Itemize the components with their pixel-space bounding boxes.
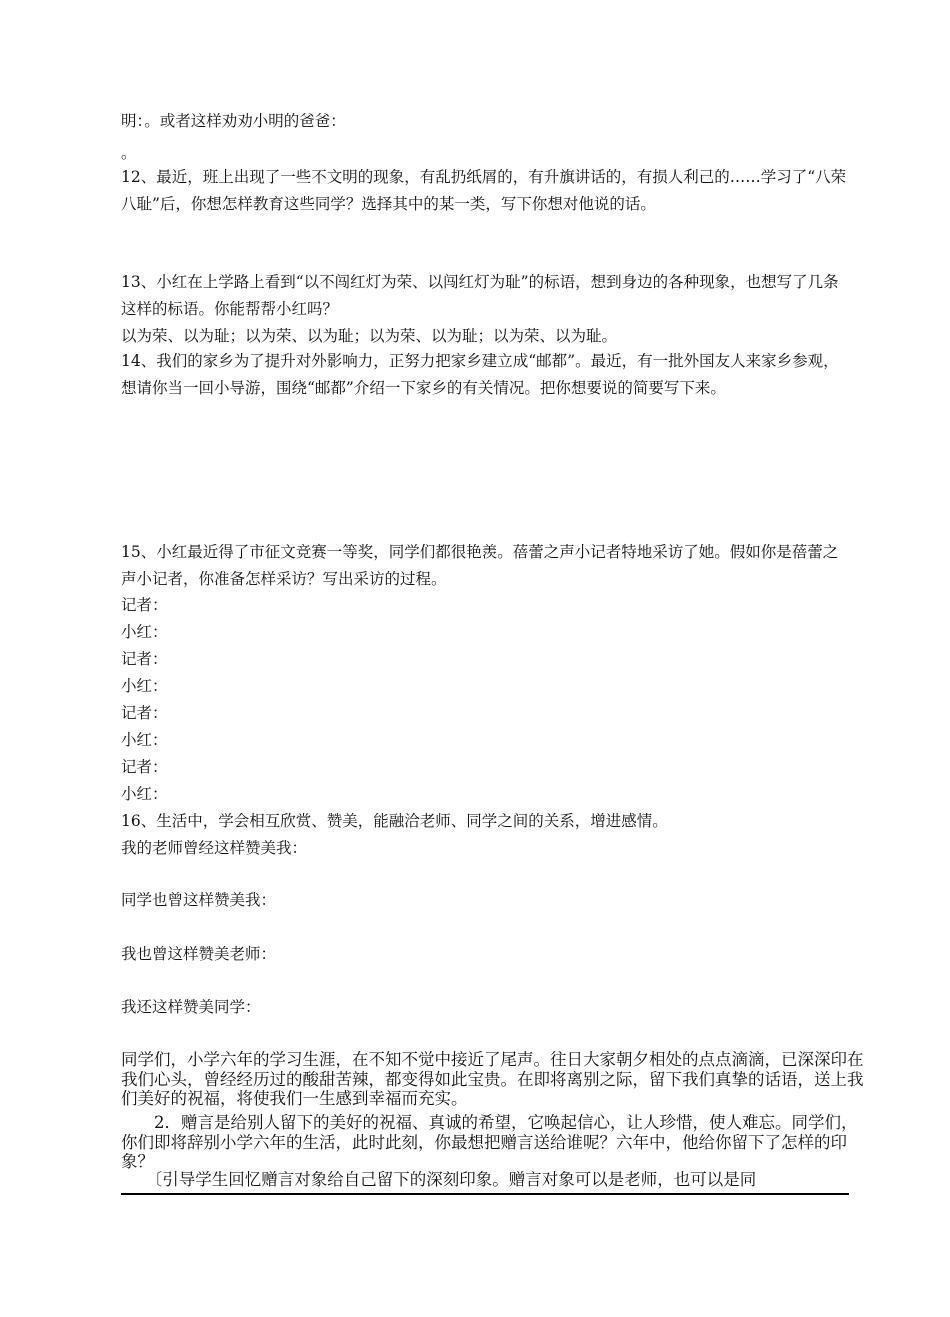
question-13: 13、小红在上学路上看到“以不闯红灯为荣、以闯红灯为耻”的标语，想到身边的各种现象，也想写了几条这样的标语。你能帮帮小红吗？	[121, 273, 839, 318]
interview-xiaohong-3: 小红：	[121, 731, 168, 749]
closing-paragraph-1: 同学们，小学六年的学习生涯，在不知不觉中接近了尾声。往日大家朝夕相处的点点滴滴，已深深印在我们心头，曾经经历过的酸甜苦辣，都变得如此宝贵。在即将离别之际，留下我们真挚的话语，送上我们美好的祝福，将使我们一生感到幸福而充实。	[121, 1050, 864, 1108]
interview-reporter-4: 记者：	[121, 758, 168, 776]
line-blank-period: 。	[121, 144, 137, 162]
interview-xiaohong-4: 小红：	[121, 785, 168, 803]
question-15: 15、小红最近得了市征文竞赛一等奖，同学们都很艳羡。蓓蕾之声小记者特地采访了她。假如你是蓓蕾之声小记者，你准备怎样采访？写出采访的过程。	[121, 543, 839, 588]
question-16-classmate-praised-me: 同学也曾这样赞美我：	[121, 891, 277, 909]
question-16: 16、生活中，学会相互欣赏、赞美，能融洽老师、同学之间的关系，增进感情。	[121, 812, 668, 830]
question-14: 14、我们的家乡为了提升对外影响力，正努力把家乡建立成“邮都”。最近，有一批外国友人来家乡参观，想请你当一回小导游，围绕“邮都”介绍一下家乡的有关情况。把你想要说的简要写下来。	[121, 352, 839, 397]
bottom-rule	[121, 1193, 849, 1195]
interview-reporter-1: 记者：	[121, 596, 168, 614]
line-ming: 明：。或者这样劝劝小明的爸爸：	[121, 112, 346, 130]
question-16-i-praised-classmate: 我还这样赞美同学：	[121, 998, 261, 1016]
interview-xiaohong-1: 小红：	[121, 623, 168, 641]
question-16-teacher-praised-me: 我的老师曾经这样赞美我：	[121, 839, 308, 857]
interview-reporter-2: 记者：	[121, 650, 168, 668]
interview-reporter-3: 记者：	[121, 704, 168, 722]
question-16-i-praised-teacher: 我也曾这样赞美老师：	[121, 945, 277, 963]
closing-paragraph-2: 2．赠言是给别人留下的美好的祝福、真诚的希望，它唤起信心，让人珍惜，使人难忘。同学们，你们即将辞别小学六年的生活，此时此刻，你最想把赠言送给谁呢？六年中，他给你留下了怎样的印象？	[121, 1113, 858, 1171]
closing-paragraph-3: 〔引导学生回忆赠言对象给自己留下的深刻印象。赠言对象可以是老师，也可以是同	[121, 1170, 757, 1189]
question-12: 12、最近，班上出现了一些不文明的现象，有乱扔纸屑的，有升旗讲话的，有损人利己的……学习了“八荣八耻”后，你想怎样教育这些同学？选择其中的某一类，写下你想对他说的话。	[121, 168, 847, 213]
question-13-blanks: 以为荣、以为耻；以为荣、以为耻；以为荣、以为耻；以为荣、以为耻。	[121, 327, 618, 345]
interview-xiaohong-2: 小红：	[121, 677, 168, 695]
